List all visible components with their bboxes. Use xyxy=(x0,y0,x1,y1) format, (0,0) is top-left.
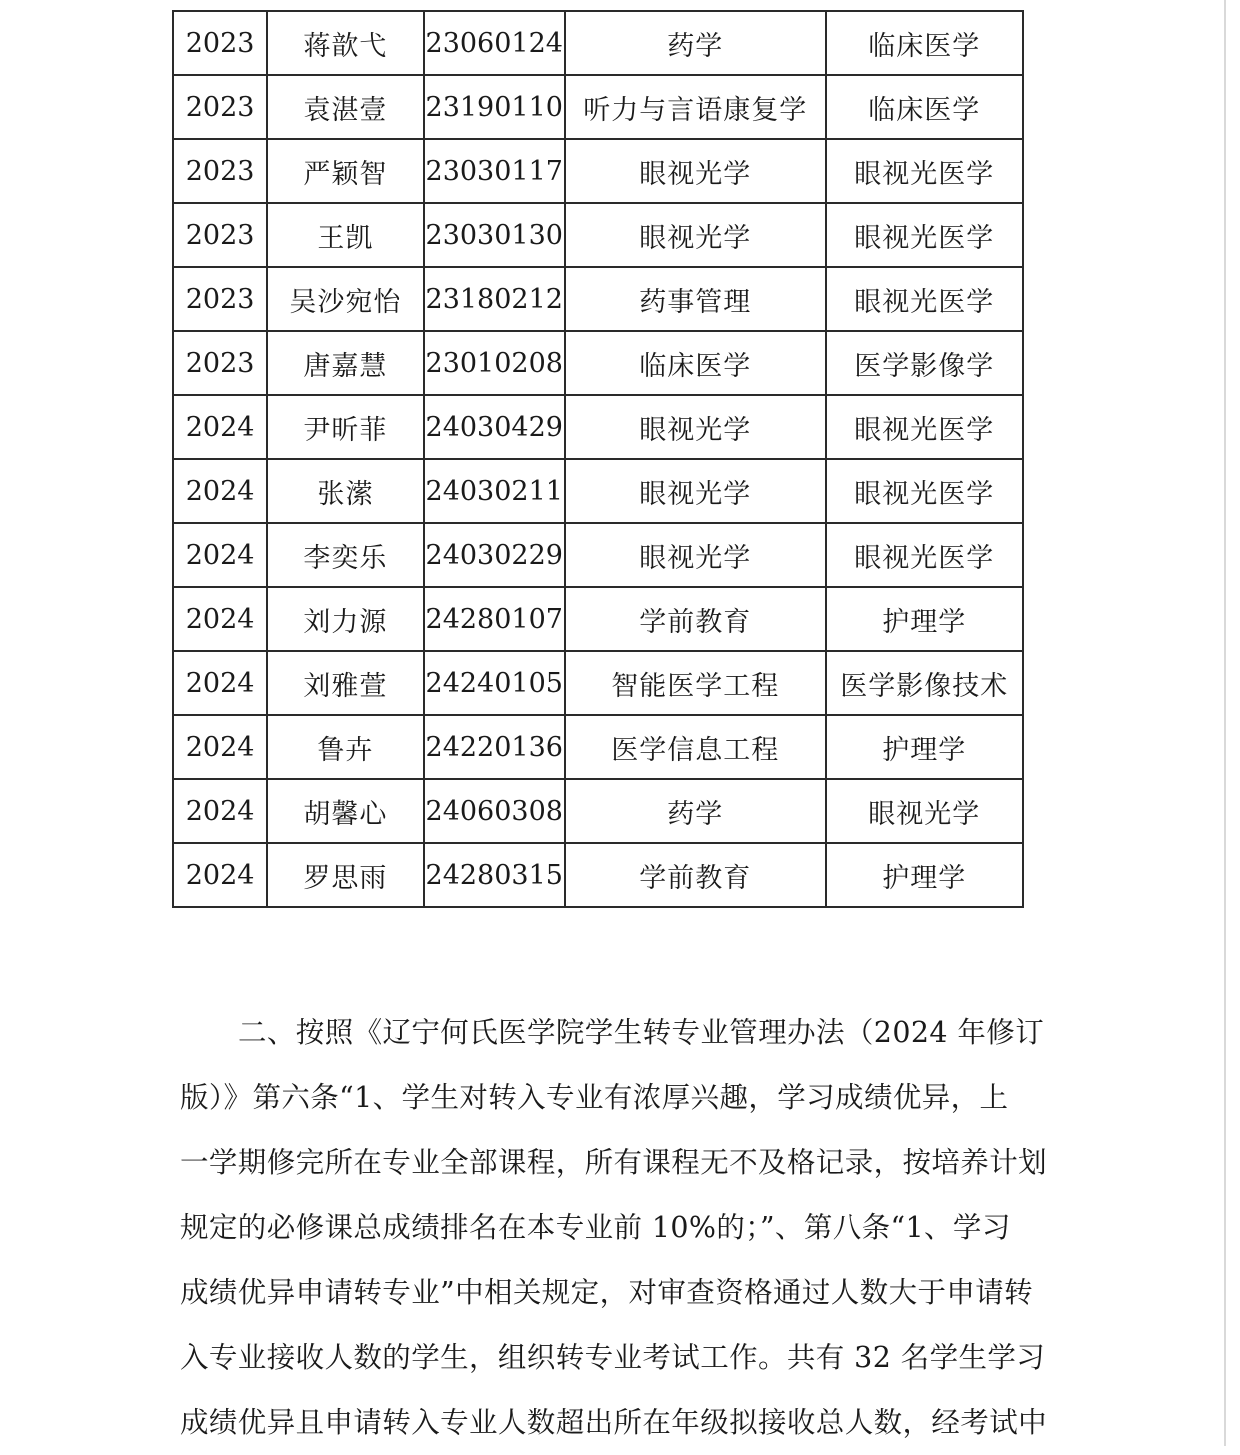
table-body xyxy=(173,11,1023,907)
cell-target-major: 临床医学 xyxy=(826,11,1023,75)
cell-student-name: 蒋歆弋 xyxy=(267,11,423,75)
cell-target-major: 眼视光医学 xyxy=(826,267,1023,331)
cell-grade: 2024 xyxy=(173,523,267,587)
table-row xyxy=(173,523,1023,587)
cell-original-major: 眼视光学 xyxy=(565,523,826,587)
cell-grade: 2024 xyxy=(173,651,267,715)
cell-original-major: 智能医学工程 xyxy=(565,651,826,715)
cell-target-major: 临床医学 xyxy=(826,75,1023,139)
cell-target-major: 眼视光医学 xyxy=(826,395,1023,459)
cell-student-name: 李奕乐 xyxy=(267,523,423,587)
cell-student-id: 23060124 xyxy=(424,11,565,75)
cell-original-major: 药事管理 xyxy=(565,267,826,331)
table-row xyxy=(173,267,1023,331)
transfer-students-table xyxy=(172,10,1024,908)
cell-student-id: 24030229 xyxy=(424,523,565,587)
cell-student-id: 24240105 xyxy=(424,651,565,715)
cell-target-major: 眼视光医学 xyxy=(826,459,1023,523)
cell-student-id: 24220136 xyxy=(424,715,565,779)
cell-student-name: 尹昕菲 xyxy=(267,395,423,459)
cell-original-major: 药学 xyxy=(565,779,826,843)
paragraph-line: 二、按照《辽宁何氏医学院学生转专业管理办法（2024 年修订 xyxy=(238,1016,1045,1049)
cell-target-major: 护理学 xyxy=(826,715,1023,779)
cell-original-major: 药学 xyxy=(565,11,826,75)
cell-student-id: 24030211 xyxy=(424,459,565,523)
cell-student-id: 24280315 xyxy=(424,843,565,907)
table-row xyxy=(173,715,1023,779)
cell-student-name: 胡馨心 xyxy=(267,779,423,843)
table-row xyxy=(173,843,1023,907)
cell-student-name: 袁湛壹 xyxy=(267,75,423,139)
cell-original-major: 临床医学 xyxy=(565,331,826,395)
cell-grade: 2023 xyxy=(173,139,267,203)
cell-original-major: 学前教育 xyxy=(565,843,826,907)
table-row xyxy=(173,459,1023,523)
table-row xyxy=(173,651,1023,715)
cell-original-major: 医学信息工程 xyxy=(565,715,826,779)
cell-target-major: 眼视光医学 xyxy=(826,203,1023,267)
table-row xyxy=(173,75,1023,139)
cell-grade: 2024 xyxy=(173,779,267,843)
table-row xyxy=(173,203,1023,267)
cell-target-major: 眼视光学 xyxy=(826,779,1023,843)
cell-student-id: 24280107 xyxy=(424,587,565,651)
cell-student-id: 23180212 xyxy=(424,267,565,331)
cell-original-major: 眼视光学 xyxy=(565,203,826,267)
cell-original-major: 眼视光学 xyxy=(565,139,826,203)
paragraph-line: 成绩优异申请转专业”中相关规定，对审查资格通过人数大于申请转 xyxy=(180,1276,1034,1309)
cell-target-major: 眼视光医学 xyxy=(826,523,1023,587)
cell-student-id: 24030429 xyxy=(424,395,565,459)
paragraph-line: 成绩优异且申请转入专业人数超出所在年级拟接收总人数，经考试中 xyxy=(180,1406,1048,1439)
table-row xyxy=(173,587,1023,651)
cell-student-name: 罗思雨 xyxy=(267,843,423,907)
cell-student-name: 刘雅萱 xyxy=(267,651,423,715)
cell-student-id: 23030117 xyxy=(424,139,565,203)
cell-student-name: 吴沙宛怡 xyxy=(267,267,423,331)
cell-student-id: 24060308 xyxy=(424,779,565,843)
cell-grade: 2024 xyxy=(173,843,267,907)
cell-original-major: 学前教育 xyxy=(565,587,826,651)
cell-student-id: 23190110 xyxy=(424,75,565,139)
cell-grade: 2023 xyxy=(173,75,267,139)
cell-original-major: 眼视光学 xyxy=(565,459,826,523)
cell-target-major: 护理学 xyxy=(826,843,1023,907)
table-row xyxy=(173,779,1023,843)
cell-grade: 2023 xyxy=(173,203,267,267)
cell-target-major: 眼视光医学 xyxy=(826,139,1023,203)
cell-grade: 2024 xyxy=(173,715,267,779)
paragraph-line: 入专业接收人数的学生，组织转专业考试工作。共有 32 名学生学习 xyxy=(180,1341,1046,1374)
paragraph-line: 一学期修完所在专业全部课程，所有课程无不及格记录，按培养计划 xyxy=(180,1146,1048,1179)
table-row xyxy=(173,331,1023,395)
cell-student-id: 23030130 xyxy=(424,203,565,267)
cell-student-name: 张潆 xyxy=(267,459,423,523)
table-row xyxy=(173,139,1023,203)
cell-grade: 2024 xyxy=(173,587,267,651)
cell-grade: 2024 xyxy=(173,459,267,523)
cell-original-major: 听力与言语康复学 xyxy=(565,75,826,139)
cell-student-name: 王凯 xyxy=(267,203,423,267)
cell-grade: 2023 xyxy=(173,331,267,395)
table-row xyxy=(173,395,1023,459)
cell-original-major: 眼视光学 xyxy=(565,395,826,459)
cell-target-major: 护理学 xyxy=(826,587,1023,651)
paragraph-line: 版）》第六条“1、学生对转入专业有浓厚兴趣，学习成绩优异，上 xyxy=(180,1081,1009,1114)
cell-grade: 2024 xyxy=(173,395,267,459)
cell-target-major: 医学影像学 xyxy=(826,331,1023,395)
body-paragraph xyxy=(180,1000,1048,1455)
paragraph-line: 规定的必修课总成绩排名在本专业前 10%的；”、第八条“1、学习 xyxy=(180,1211,1011,1244)
cell-grade: 2023 xyxy=(173,267,267,331)
cell-target-major: 医学影像技术 xyxy=(826,651,1023,715)
cell-student-name: 鲁卉 xyxy=(267,715,423,779)
cell-student-id: 23010208 xyxy=(424,331,565,395)
table-row xyxy=(173,11,1023,75)
page-edge xyxy=(1224,0,1226,1446)
cell-student-name: 唐嘉慧 xyxy=(267,331,423,395)
cell-student-name: 严颖智 xyxy=(267,139,423,203)
cell-student-name: 刘力源 xyxy=(267,587,423,651)
cell-grade: 2023 xyxy=(173,11,267,75)
